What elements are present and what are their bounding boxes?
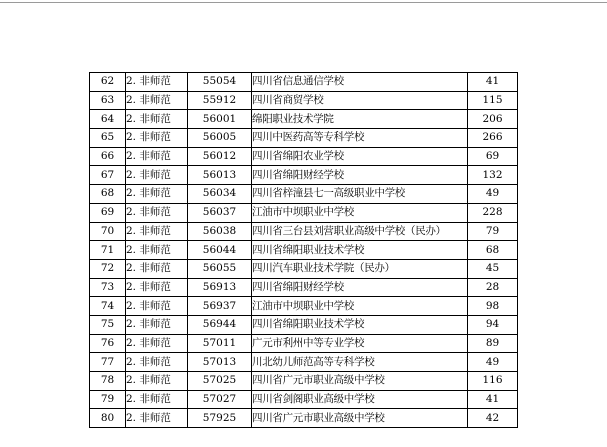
row-school-cell: 四川汽车职业技术学院（民办）: [252, 259, 468, 278]
row-school-cell: 四川省剑阁职业高级中学校: [252, 390, 468, 409]
row-count-cell: 28: [468, 278, 518, 297]
row-count-cell: 68: [468, 241, 518, 260]
row-count-cell: 69: [468, 147, 518, 166]
row-count-cell: 41: [468, 73, 518, 92]
row-count-cell: 49: [468, 353, 518, 372]
row-count-cell: 228: [468, 203, 518, 222]
row-index-cell: 63: [90, 91, 126, 110]
table-row: [90, 390, 518, 409]
row-index-cell: 69: [90, 203, 126, 222]
row-school-cell: 四川省梓潼县七一高级职业中学校: [252, 185, 468, 204]
row-code-cell: 57925: [188, 409, 252, 428]
table-row: [90, 409, 518, 428]
row-index-cell: 67: [90, 166, 126, 185]
row-school-cell: 四川省绵阳农业学校: [252, 147, 468, 166]
row-index-cell: 75: [90, 315, 126, 334]
row-count-cell: 206: [468, 110, 518, 129]
row-type-cell: 2. 非师范: [126, 110, 188, 129]
row-type-cell: 2. 非师范: [126, 203, 188, 222]
table-row: [90, 147, 518, 166]
row-index-cell: 65: [90, 129, 126, 148]
table-row: [90, 166, 518, 185]
row-type-cell: 2. 非师范: [126, 147, 188, 166]
row-index-cell: 72: [90, 259, 126, 278]
row-index-cell: 70: [90, 222, 126, 241]
row-count-cell: 94: [468, 315, 518, 334]
table-row: [90, 91, 518, 110]
row-count-cell: 89: [468, 334, 518, 353]
row-index-cell: 77: [90, 353, 126, 372]
row-type-cell: 2. 非师范: [126, 129, 188, 148]
row-school-cell: 四川省信息通信学校: [252, 73, 468, 92]
row-index-cell: 66: [90, 147, 126, 166]
row-index-cell: 74: [90, 297, 126, 316]
top-divider: [0, 2, 607, 3]
table-row: [90, 185, 518, 204]
table-row: [90, 73, 518, 92]
row-school-cell: 四川省三台县刘营职业高级中学校（民办）: [252, 222, 468, 241]
row-code-cell: 56037: [188, 203, 252, 222]
row-school-cell: 江油市中坝职业中学校: [252, 297, 468, 316]
table-row: [90, 203, 518, 222]
table-row: [90, 353, 518, 372]
row-index-cell: 80: [90, 409, 126, 428]
row-type-cell: 2. 非师范: [126, 390, 188, 409]
row-count-cell: 266: [468, 129, 518, 148]
row-type-cell: 2. 非师范: [126, 185, 188, 204]
row-school-cell: 四川省广元市职业高级中学校: [252, 409, 468, 428]
row-school-cell: 四川省商贸学校: [252, 91, 468, 110]
row-school-cell: 川北幼儿师范高等专科学校: [252, 353, 468, 372]
school-table: [89, 72, 518, 428]
row-index-cell: 79: [90, 390, 126, 409]
row-count-cell: 42: [468, 409, 518, 428]
row-type-cell: 2. 非师范: [126, 241, 188, 260]
row-code-cell: 56044: [188, 241, 252, 260]
table-row: [90, 334, 518, 353]
row-type-cell: 2. 非师范: [126, 222, 188, 241]
row-index-cell: 73: [90, 278, 126, 297]
row-code-cell: 56913: [188, 278, 252, 297]
row-type-cell: 2. 非师范: [126, 315, 188, 334]
row-count-cell: 115: [468, 91, 518, 110]
row-school-cell: 四川省绵阳职业技术学校: [252, 241, 468, 260]
table-row: [90, 129, 518, 148]
table-row: [90, 110, 518, 129]
row-school-cell: 广元市利州中等专业学校: [252, 334, 468, 353]
row-school-cell: 四川省绵阳职业技术学校: [252, 315, 468, 334]
row-type-cell: 2. 非师范: [126, 409, 188, 428]
row-count-cell: 45: [468, 259, 518, 278]
row-type-cell: 2. 非师范: [126, 166, 188, 185]
row-type-cell: 2. 非师范: [126, 91, 188, 110]
row-school-cell: 四川省绵阳财经学校: [252, 278, 468, 297]
row-code-cell: 57013: [188, 353, 252, 372]
row-type-cell: 2. 非师范: [126, 73, 188, 92]
table-row: [90, 278, 518, 297]
row-code-cell: 56055: [188, 259, 252, 278]
row-index-cell: 62: [90, 73, 126, 92]
row-school-cell: 四川省绵阳财经学校: [252, 166, 468, 185]
row-code-cell: 56944: [188, 315, 252, 334]
row-type-cell: 2. 非师范: [126, 297, 188, 316]
row-code-cell: 56013: [188, 166, 252, 185]
row-code-cell: 56038: [188, 222, 252, 241]
row-type-cell: 2. 非师范: [126, 259, 188, 278]
row-type-cell: 2. 非师范: [126, 334, 188, 353]
row-school-cell: 四川中医药高等专科学校: [252, 129, 468, 148]
row-code-cell: 55912: [188, 91, 252, 110]
row-school-cell: 四川省广元市职业高级中学校: [252, 372, 468, 391]
row-count-cell: 132: [468, 166, 518, 185]
row-count-cell: 116: [468, 372, 518, 391]
table-row: [90, 222, 518, 241]
table-row: [90, 241, 518, 260]
row-count-cell: 41: [468, 390, 518, 409]
row-code-cell: 56034: [188, 185, 252, 204]
row-code-cell: 57011: [188, 334, 252, 353]
row-code-cell: 57025: [188, 372, 252, 391]
row-code-cell: 57027: [188, 390, 252, 409]
row-index-cell: 64: [90, 110, 126, 129]
row-index-cell: 76: [90, 334, 126, 353]
row-count-cell: 98: [468, 297, 518, 316]
row-count-cell: 79: [468, 222, 518, 241]
row-type-cell: 2. 非师范: [126, 278, 188, 297]
row-code-cell: 56001: [188, 110, 252, 129]
table-row: [90, 259, 518, 278]
row-code-cell: 55054: [188, 73, 252, 92]
row-school-cell: 绵阳职业技术学院: [252, 110, 468, 129]
table-row: [90, 297, 518, 316]
row-school-cell: 江油市中坝职业中学校: [252, 203, 468, 222]
row-index-cell: 68: [90, 185, 126, 204]
row-type-cell: 2. 非师范: [126, 353, 188, 372]
row-count-cell: 49: [468, 185, 518, 204]
row-code-cell: 56012: [188, 147, 252, 166]
table-row: [90, 315, 518, 334]
row-code-cell: 56937: [188, 297, 252, 316]
table-row: [90, 372, 518, 391]
row-type-cell: 2. 非师范: [126, 372, 188, 391]
row-index-cell: 78: [90, 372, 126, 391]
table-body: [90, 73, 518, 428]
row-index-cell: 71: [90, 241, 126, 260]
row-code-cell: 56005: [188, 129, 252, 148]
